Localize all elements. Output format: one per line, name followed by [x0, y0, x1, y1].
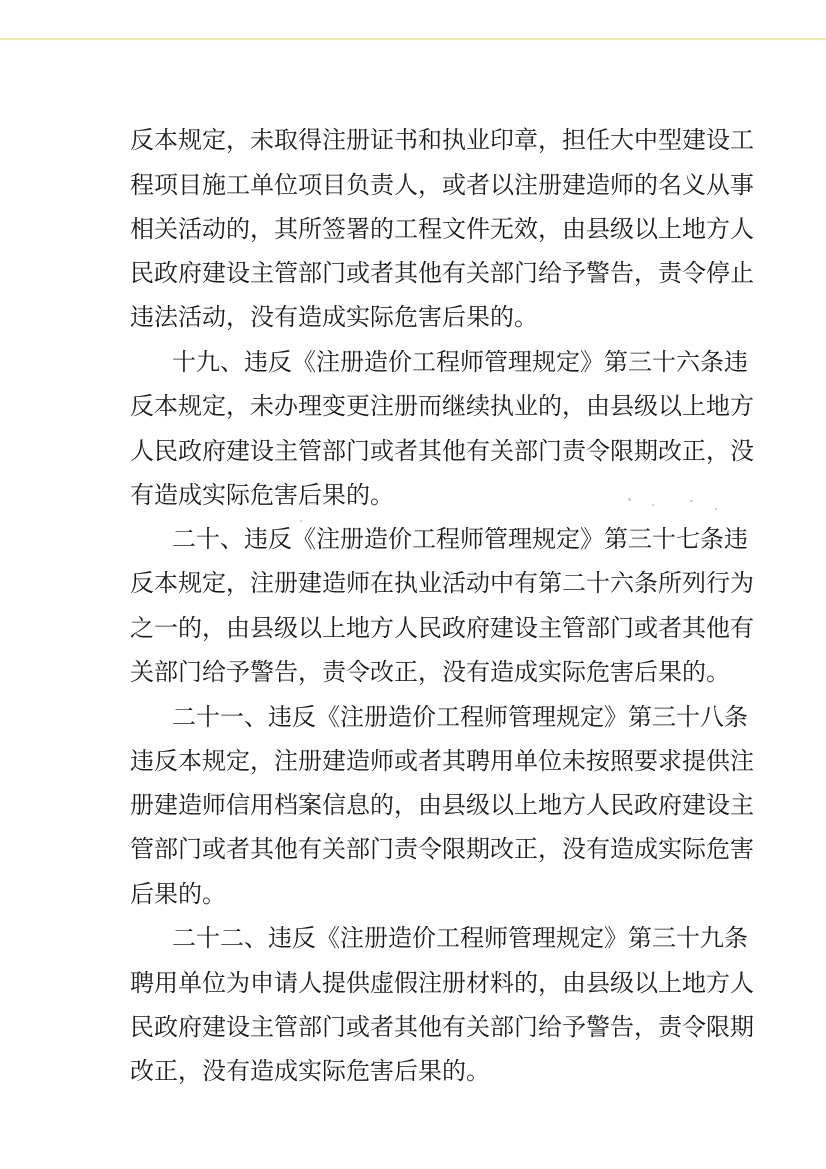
text-line [130, 568, 754, 598]
text-line: 改正，没有造成实际危害后果的。 [130, 1057, 490, 1085]
scan-speck [690, 500, 693, 502]
text-line [172, 347, 748, 377]
text-line [130, 214, 754, 244]
text-line-content: 程项目施工单位项目负责人，或者以注册建造师的名义从事 [130, 171, 754, 199]
text-line-content: 相关活动的，其所签署的工程文件无效，由县级以上地方人 [130, 215, 754, 243]
text-line-content: 关部门给予警告，责令改正，没有造成实际危害后果的。 [130, 658, 730, 686]
text-line-content: 聘用单位为申请人提供虚假注册材料的，由县级以上地方人 [130, 969, 754, 997]
text-line [172, 702, 748, 732]
text-line-content: 二十、违反《注册造价工程师管理规定》第三十七条违 [172, 525, 748, 553]
page-top-rule [0, 38, 826, 40]
text-line [130, 436, 754, 466]
scan-speck [300, 520, 302, 522]
text-line: 违法活动，没有造成实际危害后果的。 [130, 303, 538, 331]
text-line [130, 125, 754, 155]
text-line: 有造成实际危害后果的。 [130, 481, 394, 509]
scan-speck [652, 504, 654, 506]
text-line-content: 十九、违反《注册造价工程师管理规定》第三十六条违 [172, 348, 748, 376]
text-line-content: 民政府建设主管部门或者其他有关部门给予警告，责令停止 [130, 259, 754, 287]
text-line-content: 反本规定，注册建造师在执业活动中有第二十六条所列行为 [130, 569, 754, 597]
text-line [130, 834, 754, 864]
text-line [130, 968, 754, 998]
text-line [130, 258, 754, 288]
text-line [172, 923, 748, 953]
text-line: 后果的。 [130, 880, 226, 908]
text-line-content: 人民政府建设主管部门或者其他有关部门责令限期改正，没 [130, 437, 754, 465]
text-line-content: 二十二、违反《注册造价工程师管理规定》第三十九条 [172, 924, 748, 952]
text-line [130, 1012, 754, 1042]
text-line [130, 613, 754, 643]
scan-speck [628, 498, 631, 501]
text-line-content: 民政府建设主管部门或者其他有关部门给予警告，责令限期 [130, 1013, 754, 1041]
text-line [130, 170, 754, 200]
text-line-content: 管部门或者其他有关部门责令限期改正，没有造成实际危害 [130, 835, 754, 863]
text-line-content: 违反本规定，注册建造师或者其聘用单位未按照要求提供注 [130, 747, 754, 775]
text-line-content: 反本规定，未取得注册证书和执业印章，担任大中型建设工 [130, 126, 754, 154]
text-line-content: 二十一、违反《注册造价工程师管理规定》第三十八条 [172, 703, 748, 731]
text-line [130, 790, 754, 820]
text-line-content: 册建造师信用档案信息的，由县级以上地方人民政府建设主 [130, 791, 754, 819]
text-line [172, 524, 748, 554]
text-line [130, 746, 754, 776]
scan-speck [715, 508, 717, 510]
text-line-content: 之一的，由县级以上地方人民政府建设主管部门或者其他有 [130, 614, 754, 642]
text-line [130, 657, 730, 687]
text-line-content: 反本规定，未办理变更注册而继续执业的，由县级以上地方 [130, 392, 754, 420]
text-line [130, 391, 754, 421]
